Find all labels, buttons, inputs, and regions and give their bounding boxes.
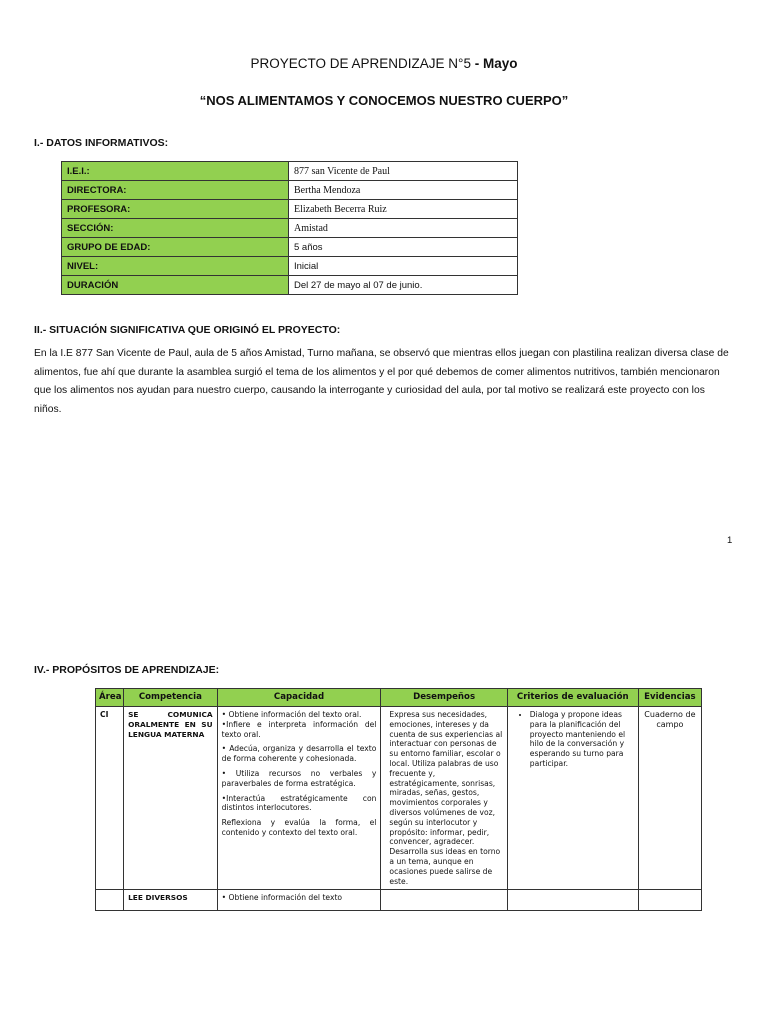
table-row	[62, 200, 518, 219]
area-cell	[96, 890, 124, 911]
info-value: Elizabeth Becerra Ruiz	[289, 200, 518, 219]
table-row	[62, 257, 518, 276]
page-title	[0, 56, 768, 71]
info-value: Amistad	[289, 219, 518, 238]
capacidad-item: •Interactúa estratégicamente con distintos interlocutores.	[221, 793, 377, 813]
capacidad-item: • Obtiene información del texto oral.	[221, 710, 362, 719]
project-subtitle: “NOS ALIMENTAMOS Y CONOCEMOS NUESTRO CUERPO”	[199, 93, 569, 108]
table-row	[96, 890, 702, 911]
info-label: DURACIÓN	[62, 276, 289, 295]
info-label: SECCIÓN:	[62, 219, 289, 238]
competencia-value: SE COMUNICA ORALMENTE EN SU LENGUA MATERNA	[128, 710, 213, 739]
datos-informativos-table	[61, 161, 518, 295]
table-row	[62, 238, 518, 257]
section-heading-datos: I.- DATOS INFORMATIVOS:	[34, 137, 169, 149]
info-value: 877 san Vicente de Paul	[289, 162, 518, 181]
table-header-row	[96, 689, 702, 707]
evidencia-cell	[638, 707, 701, 890]
criterio-item: • Dialoga y propone ideas para la planificación del proyecto manteniendo el hilo de la conversación y esperando su turno para participar.	[530, 710, 634, 769]
evidencia-cell	[638, 890, 701, 911]
area-cell	[96, 707, 124, 890]
info-label: PROFESORA:	[62, 200, 289, 219]
propositos-table	[95, 688, 702, 911]
info-value: Inicial	[289, 257, 518, 276]
capacidad-cell	[217, 890, 381, 911]
table-row	[62, 276, 518, 295]
capacidad-item: • Adecúa, organiza y desarrolla el texto de forma coherente y cohesionada.	[221, 744, 377, 764]
desempeno-value: Expresa sus necesidades, emociones, intereses y da cuenta de sus experiencias al interactuar con personas de su entorno familiar, escolar o local. Utiliza palabras de uso frecuente y, estratégicamente, sonrisas, miradas, señas, gestos, movimientos corporales y diversos volúmenes de voz, según su interlocutor y propósito: informar, pedir, convencer, agradecer. Desarrolla sus ideas en torno a un tema, aunque en ocasiones puede salirse de este.	[389, 710, 503, 886]
page-number: 1	[727, 535, 733, 546]
table-row	[62, 219, 518, 238]
criterio-list	[512, 710, 634, 769]
column-header-competencia: Competencia	[124, 689, 218, 707]
info-label: GRUPO DE EDAD:	[62, 238, 289, 257]
evidencia-value: Cuaderno de campo	[644, 710, 696, 729]
column-header-evidencias: Evidencias	[638, 689, 701, 707]
situacion-paragraph: En la I.E 877 San Vicente de Paul, aula de 5 años Amistad, Turno mañana, se observó que mientras ellos juegan con plastilina realizan diversa clase de alimentos, fue ahí que durante la asamblea surgió el tema de los alimentos y el por qué debemos de comer alimentos nutritivos, también mencionaron que los alimentos nos ayudan para nuestro cuerpo, causando la interrogante y curiosidad del aula, por tal motivo se realizará este proyecto con los niños.	[34, 348, 729, 415]
section-heading-propositos: IV.- PROPÓSITOS DE APRENDIZAJE:	[34, 664, 220, 676]
desempeno-cell	[381, 890, 507, 911]
table-row	[62, 181, 518, 200]
capacidad-item: • Utiliza recursos no verbales y paraverbales de forma estratégica.	[221, 768, 377, 788]
capacidad-item: • Obtiene información del texto	[221, 893, 343, 903]
column-header-desempenos: Desempeños	[381, 689, 507, 707]
criterio-cell	[507, 707, 638, 890]
capacidad-item: •Infiere e interpreta información del texto oral.	[221, 719, 377, 739]
info-value: Del 27 de mayo al 07 de junio.	[289, 276, 518, 295]
info-label: DIRECTORA:	[62, 181, 289, 200]
column-header-criterios: Criterios de evaluación	[507, 689, 638, 707]
project-month: - Mayo	[470, 56, 518, 71]
competencia-value: LEE DIVERSOS	[128, 893, 188, 903]
table-row	[62, 162, 518, 181]
table-row	[96, 707, 702, 890]
area-value: CI	[100, 710, 109, 719]
column-header-area: Área	[96, 689, 124, 707]
capacidad-cell	[217, 707, 381, 890]
column-header-capacidad: Capacidad	[217, 689, 381, 707]
info-value: Bertha Mendoza	[289, 181, 518, 200]
project-title: PROYECTO DE APRENDIZAJE N°5	[250, 56, 471, 71]
competencia-cell	[124, 707, 218, 890]
desempeno-cell	[381, 707, 507, 890]
criterio-cell	[507, 890, 638, 911]
capacidad-item: Reflexiona y evalúa la forma, el contenido y contexto del texto oral.	[221, 818, 377, 837]
competencia-cell	[124, 890, 218, 911]
info-label: I.E.I.:	[62, 162, 289, 181]
info-value: 5 años	[289, 238, 518, 257]
info-label: NIVEL:	[62, 257, 289, 276]
section-heading-situacion: II.- SITUACIÓN SIGNIFICATIVA QUE ORIGINÓ EL PROYECTO:	[34, 324, 341, 336]
